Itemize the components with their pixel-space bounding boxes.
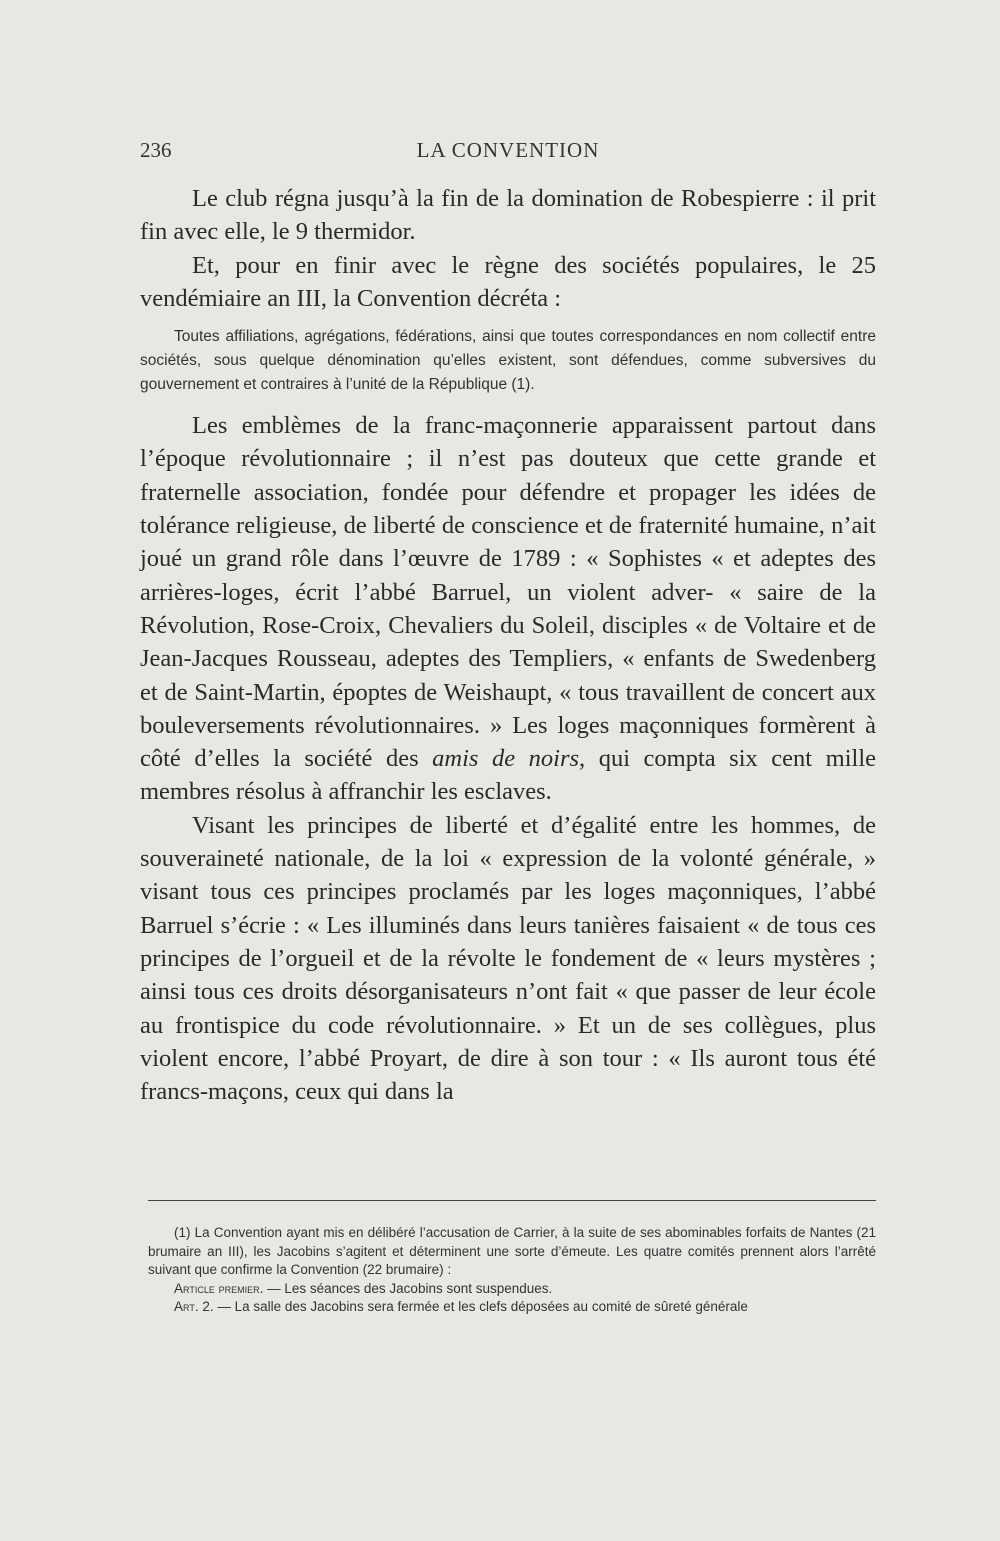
paragraph-3-text-a: Les emblèmes de la franc-maçonnerie apparaissent partout dans l’époque révolutionnaire ; il n’est pas douteux que cette grande et fraternelle association, fondée pour défendre et propager les idées de tolérance religieuse, de liberté de conscience et de fraternité humaine, n’ait joué un grand rôle dans l’œuvre de 1789 : « Sophistes « et adeptes des arrières-loges, écrit l’abbé Barruel, un violent adver- « saire de la Révolution, Rose-Croix, Chevaliers du Soleil, disciples « de Voltaire et de Jean-Jacques Rousseau, adeptes des Templiers, « enfants de Swedenberg et de Saint-Martin, époptes de Weishaupt, « tous travaillent de concert aux bouleversements révolutionnaires. » Les loges maçonniques formèrent à côté d’elles la société des [140, 412, 876, 773]
paragraph-3-text-b: , qui compta six cent mille membres résolus à affranchir les esclaves. [140, 745, 876, 806]
footnote-divider [148, 1200, 876, 1201]
paragraph-2: Et, pour en finir avec le règne des sociétés populaires, le 25 vendémiaire an III, la Convention décréta : [140, 251, 876, 312]
paragraph-3 [140, 409, 876, 809]
article-2-label: Art. 2. [174, 1299, 214, 1314]
footnote-article-2 [148, 1298, 876, 1317]
paragraph-3-italic: amis de noirs [432, 745, 580, 773]
main-text [140, 182, 876, 1108]
running-title: LA CONVENTION [416, 138, 600, 162]
article-2-text: — La salle des Jacobins sera fermée et les clefs déposées au comité de sûreté générale [213, 1299, 748, 1314]
footnote-1: (1) La Convention ayant mis en délibéré l’accusation de Carrier, à la suite de ses abominables forfaits de Nantes (21 brumaire an III), les Jacobins s’agitent et déterminent une sorte d’émeute. Les quatre comités prennent alors l’arrêté suivant que confirme la Convention (22 brumaire) : [148, 1225, 876, 1277]
paragraph-4: Visant les principes de liberté et d’égalité entre les hommes, de souveraineté nationale, de la loi « expression de la volonté générale, » visant tous ces principes proclamés par les loges maçonniques, l’abbé Barruel s’écrie : « Les illuminés dans leurs tanières faisaient « de tous ces principes de l’orgueil et de la révolte le fondement de « leurs mystères ; ainsi tous ces droits désorganisateurs n’ont fait « que passer de leur école au frontispice du code révolutionnaire. » Et un de ses collègues, plus violent encore, l’abbé Proyart, de dire à son tour : « Ils auront tous été francs-maçons, ceux qui dans la [140, 811, 876, 1106]
paragraph-1: Le club régna jusqu’à la fin de la domination de Robespierre : il prit fin avec elle, le 9 thermidor. [140, 185, 876, 246]
decree-quote: Toutes affiliations, agrégations, fédérations, ainsi que toutes correspondances en nom collectif entre sociétés, sous quelque dénomination qu’elles existent, sont défendues, comme subversives du gouvernement et contraires à l’unité de la République (1). [140, 328, 876, 394]
article-1-text: — Les séances des Jacobins sont suspendues. [263, 1280, 553, 1296]
page-number: 236 [140, 138, 172, 162]
footnotes [148, 1224, 876, 1317]
article-1-label: Article premier. [174, 1280, 264, 1296]
footnote-article-1 [148, 1280, 876, 1299]
